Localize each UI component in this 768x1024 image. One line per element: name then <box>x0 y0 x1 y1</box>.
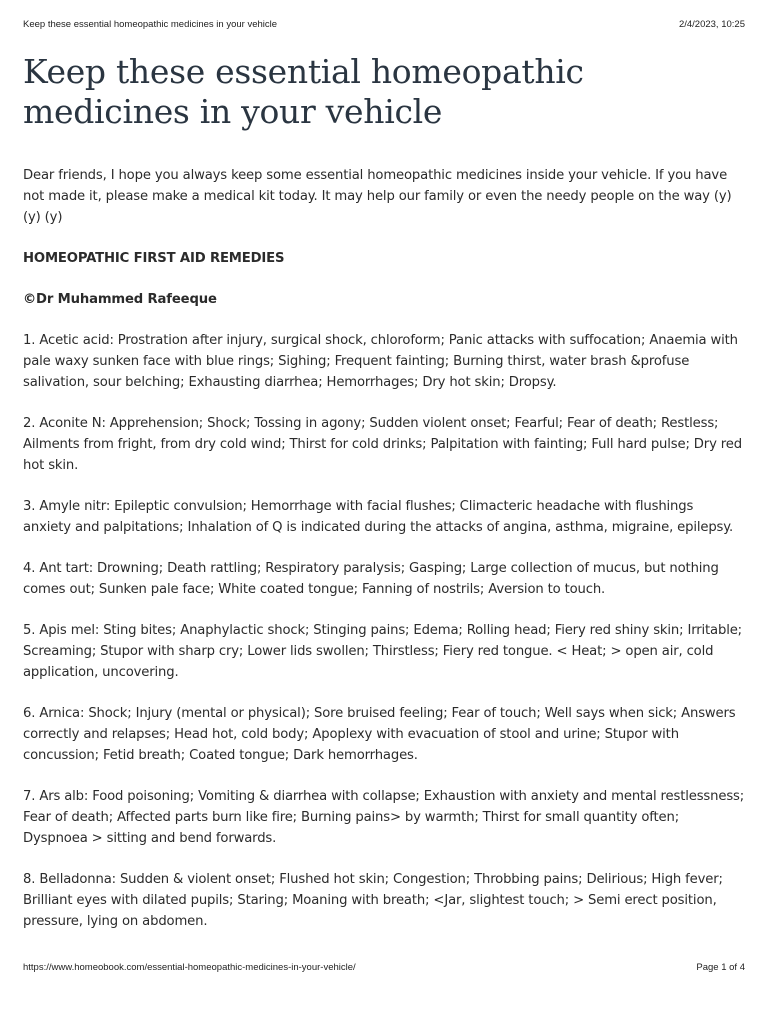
article-heading: Keep these essential homeopathic medicines in your vehicle <box>23 52 584 131</box>
article-body <box>23 165 745 932</box>
page-number: Page 1 of 4 <box>696 962 745 973</box>
print-footer <box>23 962 745 973</box>
remedy-item: 6. Arnica: Shock; Injury (mental or physical); Sore bruised feeling; Fear of touch; Well says when sick; Answers correctly and relapses; Head hot, cold body; Apoplexy with evacuation of stool and urine; Stupor with concussion; Fetid breath; Coated tongue; Dark hemorrhages. <box>23 706 736 763</box>
remedy-item: 3. Amyle nitr: Epileptic convulsion; Hemorrhage with facial flushes; Climacteric headache with flushings anxiety and palpitations; Inhalation of Q is indicated during the attacks of angina, asthma, migraine, epilepsy. <box>23 499 734 535</box>
remedy-item: 1. Acetic acid: Prostration after injury, surgical shock, chloroform; Panic attacks with suffocation; Anaemia with pale waxy sunken face with blue rings; Sighing; Frequent fainting; Burning thirst, water brash &profuse salivation, sour belching; Exhausting diarrhea; Hemorrhages; Dry hot skin; Dropsy. <box>23 333 738 390</box>
remedy-item: 7. Ars alb: Food poisoning; Vomiting & diarrhea with collapse; Exhaustion with anxiety and mental restlessness; Fear of death; Affected parts burn like fire; Burning pains> by warmth; Thirst for small quantity often; Dyspnoea > sitting and bend forwards. <box>23 789 745 846</box>
author-credit: ©Dr Muhammed Rafeeque <box>23 292 217 307</box>
print-header-datetime: 2/4/2023, 10:25 <box>678 19 745 30</box>
remedy-item: 5. Apis mel: Sting bites; Anaphylactic shock; Stinging pains; Edema; Rolling head; Fiery red shiny skin; Irritable; Screaming; Stupor with sharp cry; Lower lids swollen; Thirstless; Fiery red tongue. < Heat; > open air, cold application, uncovering. <box>23 623 742 680</box>
print-header-title: Keep these essential homeopathic medicines in your vehicle <box>23 19 278 30</box>
article <box>23 52 745 952</box>
remedy-item: 8. Belladonna: Sudden & violent onset; Flushed hot skin; Congestion; Throbbing pains; Delirious; High fever; Brilliant eyes with dilated pupils; Staring; Moaning with breath; <Jar, slightest touch; > Semi erect position, pressure, lying on abdomen. <box>23 872 723 929</box>
section-title: HOMEOPATHIC FIRST AID REMEDIES <box>23 251 285 266</box>
remedy-item: 4. Ant tart: Drowning; Death rattling; Respiratory paralysis; Gasping; Large collection of mucus, but nothing comes out; Sunken pale face; White coated tongue; Fanning of nostrils; Aversion to touch. <box>23 561 719 597</box>
intro-paragraph: Dear friends, I hope you always keep some essential homeopathic medicines inside your vehicle. If you have not made it, please make a medical kit today. It may help our family or even the needy people on the way (y) (y) (y) <box>23 168 732 225</box>
print-header <box>23 19 745 30</box>
remedy-item: 2. Aconite N: Apprehension; Shock; Tossing in agony; Sudden violent onset; Fearful; Fear of death; Restless; Ailments from fright, from dry cold wind; Thirst for cold drinks; Palpitation with fainting; Full hard pulse; Dry red hot skin. <box>23 416 742 473</box>
page-url[interactable]: https://www.homeobook.com/essential-homeopathic-medicines-in-your-vehicle/ <box>23 962 356 973</box>
